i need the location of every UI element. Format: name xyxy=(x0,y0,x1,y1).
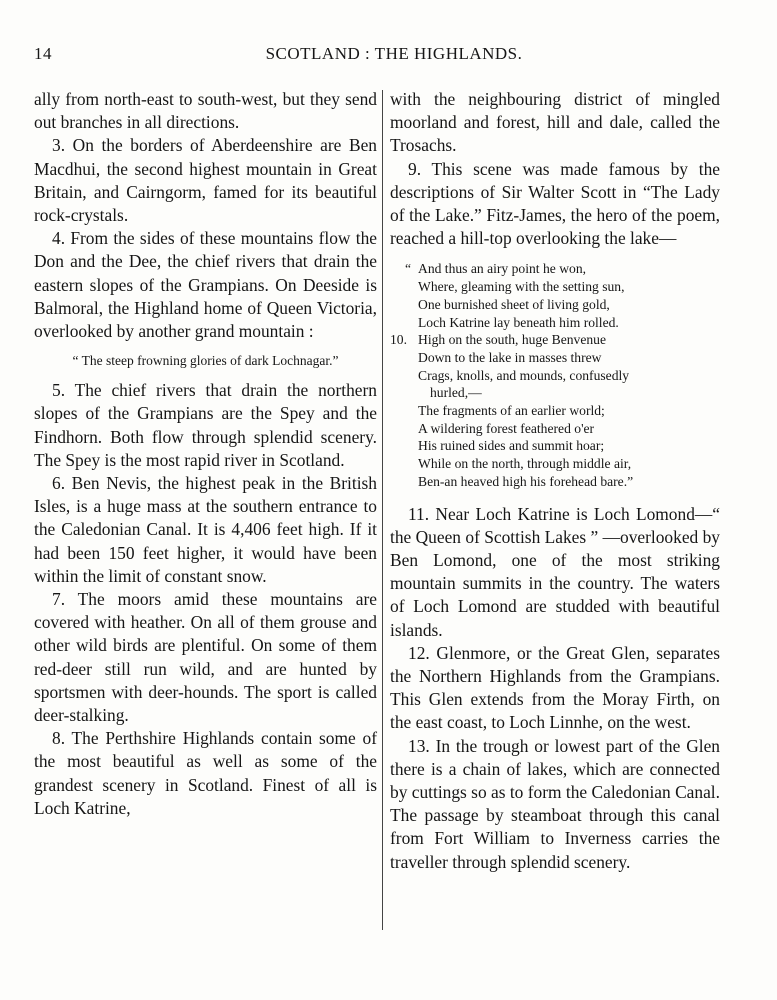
paragraph-continued: ally from north-east to south-west, but they send out branches in all directions. xyxy=(34,89,377,133)
poem-line: A wildering forest feathered o'er xyxy=(418,420,595,436)
poem-line: Down to the lake in masses threw xyxy=(418,349,602,365)
poem-line: hurled,— xyxy=(430,385,482,401)
paragraph-9: 9. This scene was made famous by the descriptions of Sir Walter Scott in “The Lady of the Lake.” Fitz-James, the hero of the poem, reached a hill-top overlooking the lake— xyxy=(390,158,720,249)
poem-line-number: 10. xyxy=(390,332,407,348)
page-header xyxy=(34,44,754,68)
paragraph-8: 8. The Perthshire Highlands contain some of the most beautiful as well as some of the grandest scenery in Scotland. Finest of all is Loch Katrine, xyxy=(34,728,377,818)
paragraph-5: 5. The chief rivers that drain the northern slopes of the Grampians are the Spey and the Findhorn. Both flow through splendid scenery. The Spey is the most rapid river in Scotland. xyxy=(34,380,377,470)
poem-line: While on the north, through middle air, xyxy=(418,456,632,472)
paragraph-3: 3. On the borders of Aberdeenshire are Ben Macdhui, the second highest mountain in Great Britain, and Cairngorm, famed for its beautiful rock-crystals. xyxy=(34,135,377,226)
poem-line: His ruined sides and summit hoar; xyxy=(418,438,605,454)
poem-line: Where, gleaming with the setting sun, xyxy=(418,279,625,295)
poem-excerpt xyxy=(390,260,720,490)
poem-open-quote: “ xyxy=(405,261,412,277)
poem-line: Ben-an heaved high his forehead bare.” xyxy=(418,473,634,489)
paragraph-7: 7. The moors amid these mountains are covered with heather. On all of them grouse and other wild birds are plentiful. On some of them red-deer still run wild, and are hunted by sportsmen with deer-hounds. The sport is called deer-stalking. xyxy=(34,589,377,726)
paragraph-13: 13. In the trough or lowest part of the Glen there is a chain of lakes, which are connected by cuttings so as to form the Caledonian Canal. The passage by steamboat through this canal from Fort William to Inverness carries the traveller through splendid scenery. xyxy=(390,735,720,872)
poem-line: One burnished sheet of living gold, xyxy=(418,296,610,312)
block-quote: “ The steep frowning glories of dark Lochnagar.” xyxy=(72,353,339,369)
paragraph-continued-right: with the neighbouring district of mingled moorland and forest, hill and dale, called the Trosachs. xyxy=(390,89,720,156)
poem-line: Crags, knolls, and mounds, confusedly xyxy=(418,367,630,383)
poem-line: Loch Katrine lay beneath him rolled. xyxy=(418,314,619,330)
poem-line: “ And thus an airy point he won, xyxy=(405,261,587,277)
paragraph-6: 6. Ben Nevis, the highest peak in the British Isles, is a huge mass at the southern entrance to the Caledonian Canal. It is 4,406 feet high. If it had been 150 feet higher, it would have been within the limit of constant snow. xyxy=(34,473,377,586)
right-column xyxy=(390,88,720,874)
left-column xyxy=(34,88,377,820)
paragraph-12: 12. Glenmore, or the Great Glen, separates the Northern Highlands from the Grampians. This Glen extends from the Moray Firth, on the east coast, to Loch Linnhe, on the west. xyxy=(390,642,720,733)
column-divider xyxy=(382,90,383,930)
paragraph-11: 11. Near Loch Katrine is Loch Lomond—“ the Queen of Scottish Lakes ” —overlooked by Ben Lomond, one of the most striking mountain summits in the country. The waters of Loch Lomond are studded with beautiful islands. xyxy=(390,503,720,640)
poem-line: 10. High on the south, huge Benvenue xyxy=(390,332,607,348)
poem-line: The fragments of an earlier world; xyxy=(418,403,605,419)
running-head: SCOTLAND : THE HIGHLANDS. xyxy=(265,44,523,63)
paragraph-4: 4. From the sides of these mountains flow the Don and the Dee, the chief rivers that drain the eastern slopes of the Grampians. On Deeside is Balmoral, the Highland home of Queen Victoria, overlooked by another grand mountain : xyxy=(34,228,377,342)
page-number: 14 xyxy=(34,44,52,63)
